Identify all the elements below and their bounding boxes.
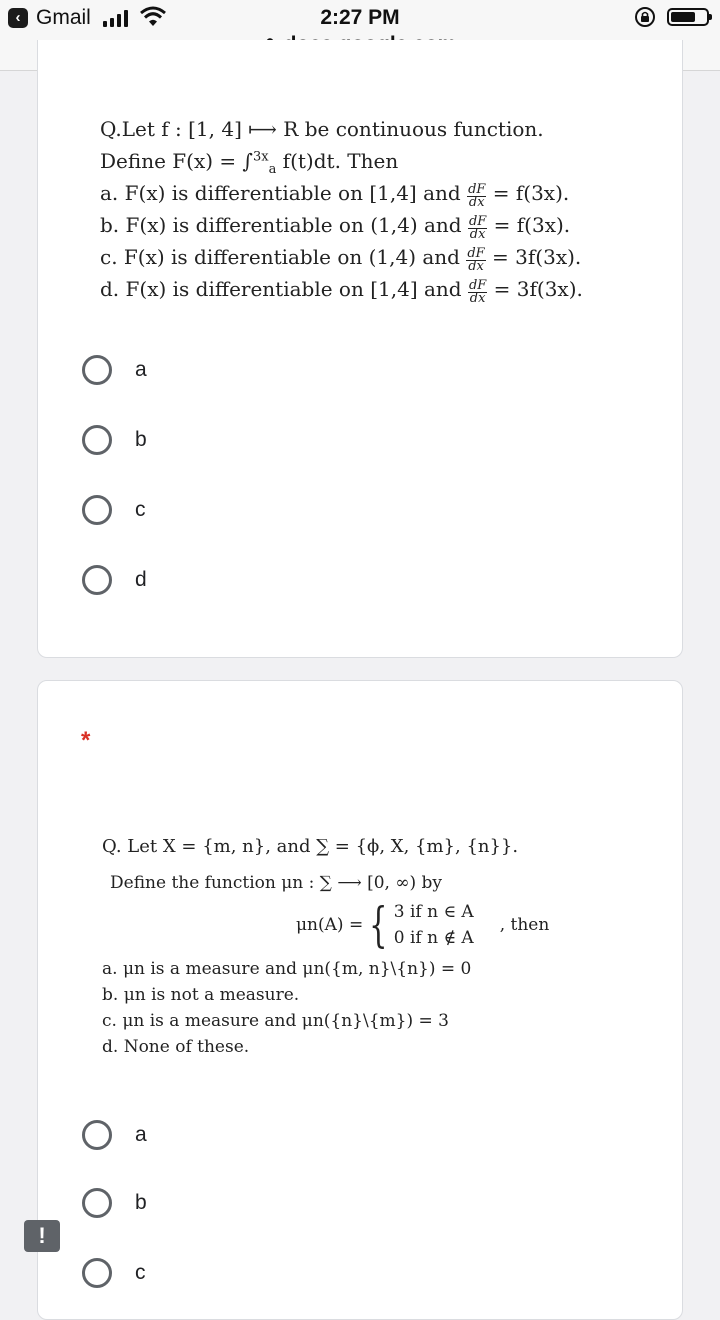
option-label: a <box>135 358 147 381</box>
frac-denominator: dx <box>468 259 484 274</box>
definition-lhs: μn(A) = <box>296 915 364 935</box>
question-1-choice-b <box>100 213 570 241</box>
q2-option-b[interactable] <box>82 1183 147 1223</box>
choice-result: = 3f(3x). <box>487 277 583 301</box>
frac-denominator: dx <box>469 227 486 242</box>
definition-then: , then <box>499 915 550 935</box>
case-2: 0 if n ∉ A <box>393 928 474 948</box>
frac-numerator: dF <box>468 182 486 197</box>
question-1-then-text: f(t)dt. Then <box>276 149 399 173</box>
frac-denominator: dx <box>469 291 486 306</box>
question-1-line-1: Q.Let f : [1, 4] ⟼ R be continuous function. <box>100 117 544 141</box>
q1-option-d[interactable] <box>82 560 147 600</box>
question-2-choice-b: b. μn is not a measure. <box>102 985 300 1005</box>
derivative-fraction <box>467 184 486 209</box>
option-label: d <box>135 568 147 591</box>
feedback-icon[interactable]: ! <box>24 1220 60 1252</box>
required-asterisk: * <box>81 727 91 754</box>
question-2-line-1: Q. Let X = {m, n}, and ∑ = {ϕ, X, {m}, {n}}. <box>102 836 519 857</box>
radio-button[interactable] <box>82 1188 112 1218</box>
question-1-line-2 <box>100 149 398 177</box>
q1-option-c[interactable] <box>82 490 146 530</box>
clock: 2:27 PM <box>320 6 400 29</box>
choice-result: = f(3x). <box>487 213 571 237</box>
radio-button[interactable] <box>82 425 112 455</box>
question-card-2 <box>37 680 683 1320</box>
rotation-lock-icon <box>634 6 656 28</box>
question-2-choice-c: c. μn is a measure and μn({n}\{m}) = 3 <box>102 1011 449 1031</box>
back-to-app-label[interactable]: Gmail <box>36 6 91 29</box>
frac-denominator: dx <box>468 195 485 210</box>
choice-text: c. F(x) is differentiable on (1,4) and <box>100 245 467 269</box>
q1-option-b[interactable] <box>82 420 147 460</box>
question-1-choice-d <box>100 277 583 305</box>
question-card-1 <box>37 40 683 658</box>
integral-lower-limit: a <box>268 162 277 177</box>
frac-numerator: dF <box>468 214 487 229</box>
question-2-line-2: Define the function μn : ∑ ⟶ [0, ∞) by <box>110 873 443 893</box>
left-brace: { <box>369 897 388 953</box>
q2-option-a[interactable] <box>82 1115 147 1155</box>
radio-button[interactable] <box>82 495 112 525</box>
question-1-define-text: Define F(x) = ∫ <box>100 149 253 173</box>
case-1: 3 if n ∈ A <box>393 902 474 922</box>
question-2-choice-d: d. None of these. <box>102 1037 250 1057</box>
definition-cases <box>394 899 474 951</box>
q2-option-c[interactable] <box>82 1253 146 1293</box>
radio-button[interactable] <box>82 1258 112 1288</box>
choice-result: = f(3x). <box>486 181 570 205</box>
frac-numerator: dF <box>467 246 485 261</box>
choice-text: a. F(x) is differentiable on [1,4] and <box>100 181 468 205</box>
option-label: b <box>135 428 147 451</box>
q1-option-a[interactable] <box>82 350 147 390</box>
derivative-fraction <box>466 248 485 273</box>
integral-upper-limit: 3x <box>252 149 269 165</box>
radio-button[interactable] <box>82 565 112 595</box>
option-label: c <box>135 1261 146 1284</box>
radio-button[interactable] <box>82 1120 112 1150</box>
choice-result: = 3f(3x). <box>485 245 582 269</box>
choice-text: b. F(x) is differentiable on (1,4) and <box>100 213 468 237</box>
option-label: c <box>135 498 146 521</box>
option-label: a <box>135 1123 147 1146</box>
option-label: b <box>135 1191 147 1214</box>
measure-definition <box>296 899 549 951</box>
question-2-choice-a: a. μn is a measure and μn({m, n}\{n}) = 0 <box>102 959 472 979</box>
battery-icon <box>667 8 709 26</box>
radio-button[interactable] <box>82 355 112 385</box>
back-arrow-icon[interactable]: ‹ <box>8 8 28 28</box>
derivative-fraction <box>468 216 487 241</box>
choice-text: d. F(x) is differentiable on [1,4] and <box>100 277 468 301</box>
question-1-choice-a <box>100 181 569 209</box>
frac-numerator: dF <box>468 278 487 293</box>
question-1-choice-c <box>100 245 581 273</box>
derivative-fraction <box>468 280 487 305</box>
